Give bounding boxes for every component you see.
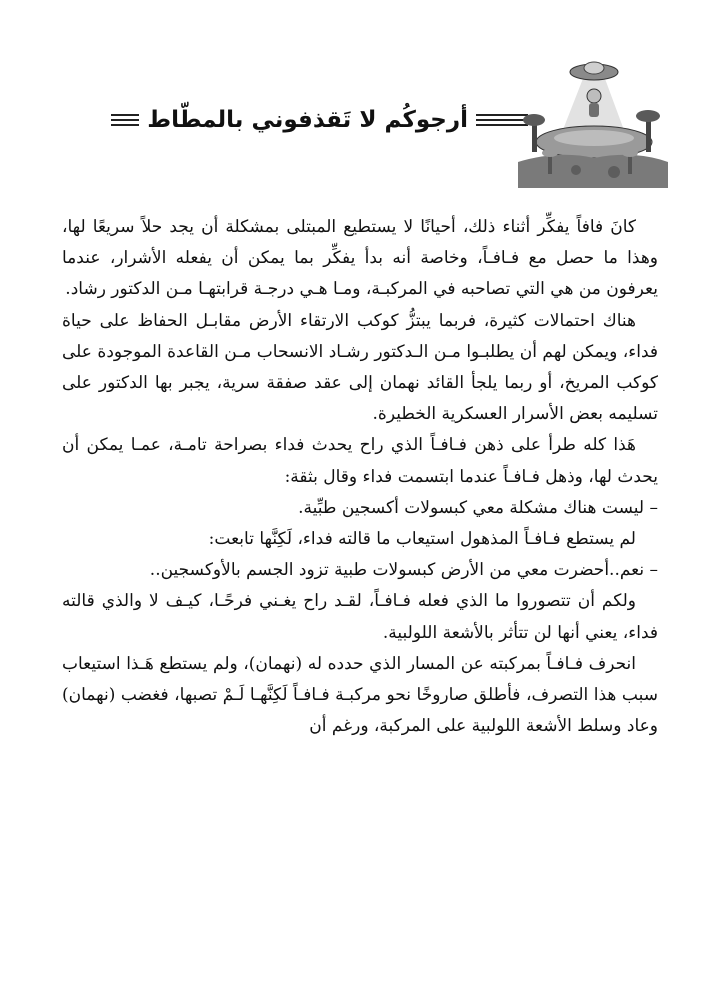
- paragraph: انحرف فـافـاً بمركبته عن المسار الذي حدده له (نهمان)، ولم يستطع هَـذا استيعاب سبب هذا التصرف، فأطلق صاروخًا نحو مركبـة فـافـاً لَكِنَّهـا لَـمْ تصبها، فغضب (نهمان) وعاد وسلط الأشعة اللولبية على المركبة، ورغم أن: [62, 653, 658, 737]
- paragraph: هناك احتمالات كثيرة، فربما يبتزُّ كوكب الارتقاء الأرض مقابـل الحفاظ على حياة فداء، ويمكن لهم أن يطلبـوا مـن الـدكتور رشـاد الانسحاب مـن القاعدة الموجودة على كوكب المريخ، أو ربما يلجأ القائد نهمان إلى عقد صفقة سرية، يجبر بها الدكتور على تسليمه بعض الأسرار العسكرية الخطيرة.: [62, 310, 658, 425]
- chapter-title: أرجوكُم لا تَقذفوني بالمطّاط: [147, 107, 468, 133]
- chapter-header: [48, 58, 668, 188]
- story-text: [62, 212, 658, 742]
- paragraph: كانَ فافاً يفكِّر أثناء ذلك، أحيانًا لا يستطيع المبتلى بمشكلة أن يجد حلاً سريعًا لها، وهذا ما حصل مع فـافـاً، وخاصة أنه بدأ يفكِّر بما يمكن أن يفعله الأشرار، عندما يعرفون من هي التي تصاحبه في المركبـة، ومـا هـي درجـة قرابتهـا مـن الدكتور رشاد.: [62, 217, 658, 300]
- paragraph: لم يستطع فـافـاً المذهول استيعاب ما قالته فداء، لَكِنَّها تابعت:: [208, 529, 636, 550]
- paragraph: ولكم أن تتصوروا ما الذي فعله فـافـاً، لقـد راح يغـني فرحًـا، كيـف لا والذي قالته فداء، يعني أنها لن تتأثر بالأشعة اللولبية.: [62, 591, 658, 643]
- paragraph: هَذا كله طرأ على ذهن فـافـاً الذي راح يحدث فداء بصراحة تامـة، عمـا يمكن أن يحدث لها، وذهل فـافـاً عندما ابتسمت فداء وقال بثقة:: [62, 435, 658, 487]
- dialogue-line: – ليست هناك مشكلة معي كبسولات أكسجين طبِّية.: [298, 497, 658, 518]
- ufo-girl-illustration: [518, 58, 668, 188]
- title-row: [48, 100, 528, 140]
- title-decoration-left: [111, 114, 139, 126]
- dialogue-line: – نعم..أحضرت معي من الأرض كبسولات طبية تزود الجسم بالأوكسجين..: [149, 560, 658, 581]
